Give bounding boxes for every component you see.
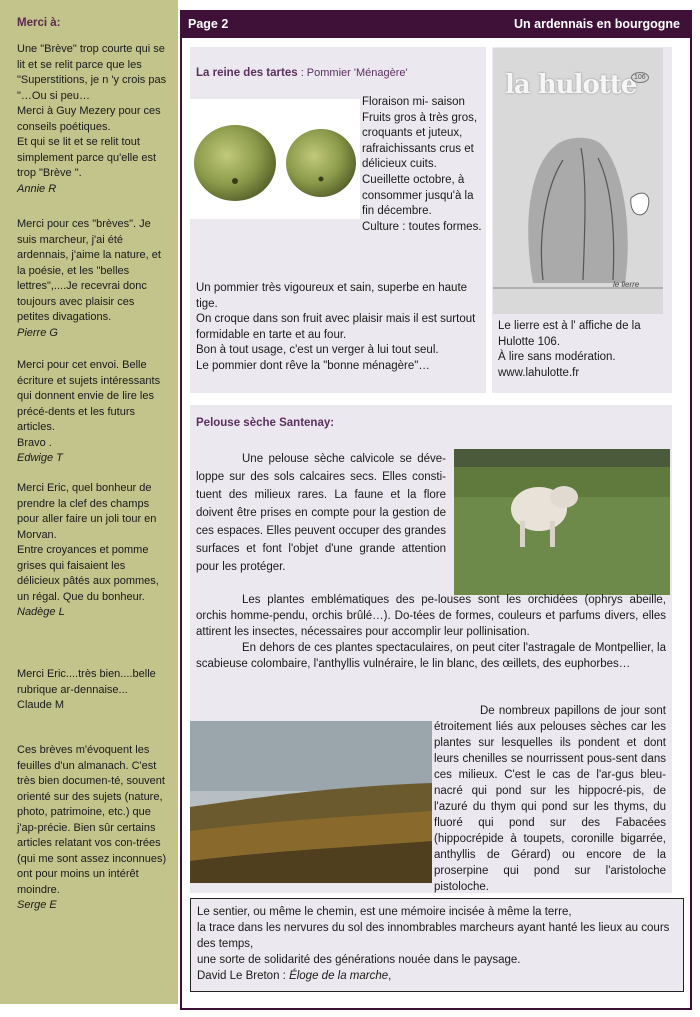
sidebar-entry bbox=[17, 358, 167, 467]
issue-badge: 106 bbox=[631, 72, 649, 83]
entry-signature: Serge E bbox=[17, 899, 57, 911]
entry-text: Ces brèves m'évoquent les feuilles d'un almanach. C'est très bien documen-té, souvent orienté sur des sujets (nature, photo, patrimoine, etc.) que j'ap-précie. Bien sûr certains articles relatant vos con-trées (qui me sont assez inconnues) ont pour moins un intérêt moindre. bbox=[17, 744, 167, 896]
sidebar-entry bbox=[17, 42, 167, 197]
hulotte-box bbox=[492, 47, 672, 393]
pelouse-paragraph-3: En dehors de ces plantes spectaculaires, on peut citer l'astragale de Montpellier, la scabieuse colombaire, l'anthyllis vulnéraire, le lin blanc, des œillets, des euphorbes… bbox=[196, 642, 666, 670]
quote-box bbox=[190, 898, 684, 992]
tarte-body bbox=[196, 281, 480, 375]
sidebar-title: Merci à: bbox=[17, 17, 61, 29]
apples-photo bbox=[190, 99, 360, 219]
tarte-title: La reine des tartes : Pommier 'Ménagère' bbox=[196, 67, 408, 79]
pelouse-paragraph-2a: Les plantes emblématiques des pe-louses sont les orchidées (ophrys abeille, orchis homme-pendu, orchis brûlé…). Do-tées de formes, couleurs et parfums divers, elles attirent les insectes, nécessaires pour accomplir leur pollinisation. bbox=[196, 594, 666, 638]
landscape-illustration bbox=[190, 721, 432, 883]
page-header bbox=[180, 10, 692, 38]
tarte-line: On croque dans son fruit avec plaisir mais il est surtout formidable en tarte et au four. bbox=[196, 313, 476, 341]
caption-line: À lire sans modération. bbox=[498, 351, 616, 364]
tarte-line: Bon à tout usage, c'est un verger à lui tout seul. bbox=[196, 344, 439, 357]
cow-photo bbox=[454, 449, 670, 595]
entry-text: Merci Eric, quel bonheur de prendre la clef des champs pour aller faire un joli tour en Morvan. Entre croyances et pomme grises qui faisaient les délicieux pâtés aux pommes, un régal. Que du bonheur. bbox=[17, 482, 159, 603]
quote-line: une sorte de solidarité des générations nouée dans le paysage. bbox=[197, 954, 521, 966]
entry-signature: Nadège L bbox=[17, 606, 65, 618]
poster-signature: le lierre bbox=[613, 280, 640, 289]
pelouse-paragraph-2 bbox=[196, 592, 666, 672]
hulotte-logo: la hulotte bbox=[505, 70, 637, 100]
tarte-line: Le pommier dont rêve la "bonne ménagère"… bbox=[196, 359, 430, 372]
hulotte-poster bbox=[493, 48, 663, 314]
entry-text: Merci pour cet envoi. Belle écriture et sujets intéressants qui donnent envie de lire les précé-dents et les futurs articles. Bravo . bbox=[17, 359, 161, 449]
quote-line: Le sentier, ou même le chemin, est une mémoire incisée à même la terre, bbox=[197, 906, 572, 918]
sidebar-entry bbox=[17, 217, 167, 341]
entry-text: Merci Eric....très bien....belle rubrique ar-dennaise... Claude M bbox=[17, 668, 156, 711]
pelouse-paragraph-1: Une pelouse sèche calvicole se déve-loppe sur des sols calcaires secs. Elles consti-tuent des milieux rares. La faune et la flore doivent être prises en compte pour la gestion de ces espaces. Elles peuvent occuper des grandes surfaces et font l'objet d'une grande attention pour les protéger. bbox=[196, 453, 446, 573]
sidebar-entry bbox=[17, 481, 167, 621]
entry-signature: Annie R bbox=[17, 182, 57, 195]
entry-text: Une "Brève" trop courte qui se lit et se relit parce que les "Superstitions, je n 'y crois pas "…Ou si peu… Merci à Guy Mezery pour ces conseils poétiques. Et qui se lit et se relit tout simplement parce qu'elle est trop "Brève ". bbox=[17, 43, 167, 179]
apples-illustration bbox=[190, 99, 360, 219]
sidebar-entry bbox=[17, 667, 167, 714]
caption-line: www.lahulotte.fr bbox=[498, 366, 580, 379]
entry-signature: Edwige T bbox=[17, 452, 63, 464]
quote-line: la trace dans les nervures du sol des innombrables marcheurs ayant hanté les lieux au cours des temps, bbox=[197, 922, 670, 950]
entry-text: Merci pour ces "brèves". Je suis marcheur, j'ai été ardennais, j'aime la nature, et la poésie, et les "belles lettres",....Je recevrai donc toujours avec plaisir ces petites divagations. bbox=[17, 218, 161, 323]
header-title: Un ardennais en bourgogne bbox=[514, 17, 680, 31]
caption-line: Le lierre est à l' affiche de la Hulotte 106. bbox=[498, 320, 641, 348]
page-number: Page 2 bbox=[188, 17, 229, 31]
sidebar-entry bbox=[17, 743, 167, 914]
entry-signature: Pierre G bbox=[17, 326, 58, 339]
pelouse-title: Pelouse sèche Santenay: bbox=[196, 417, 335, 429]
tarte-description: Floraison mi- saison Fruits gros à très gros, croquants et juteux, rafraichissants crus et délicieux cuits. Cueillette octobre, à consommer jusqu'à la fin décembre. Culture : toutes formes. bbox=[362, 96, 482, 233]
pelouse-paragraph-4: De nombreux papillons de jour sont étroitement liés aux pelouses sèches car les plantes sur lesquelles ils pondent et dont leurs chenilles se nourrissent pous-sent dans ces milieux. C'est le cas de l'ar-gus bleu-nacré qui pond sur les hippocré-pis, de l'azuré du thym qui pond sur les thyms, du fluoré qui pond sur des Fabacées (hippocrépide à toupets, coronille bigarrée, anthyllis de Gérard) ou encore de la proserpine qui pond sur l'aristoloche pistoloche. bbox=[434, 705, 666, 893]
quote-author: David Le Breton : Éloge de la marche, bbox=[197, 970, 392, 982]
ivy-drawing bbox=[493, 48, 663, 314]
pelouse-box bbox=[190, 405, 672, 893]
tarte-line: Un pommier très vigoureux et sain, superbe en haute tige. bbox=[196, 282, 468, 310]
cow-illustration bbox=[454, 449, 670, 595]
landscape-photo bbox=[190, 721, 432, 883]
tarte-box bbox=[190, 47, 486, 393]
hulotte-caption bbox=[498, 319, 666, 381]
